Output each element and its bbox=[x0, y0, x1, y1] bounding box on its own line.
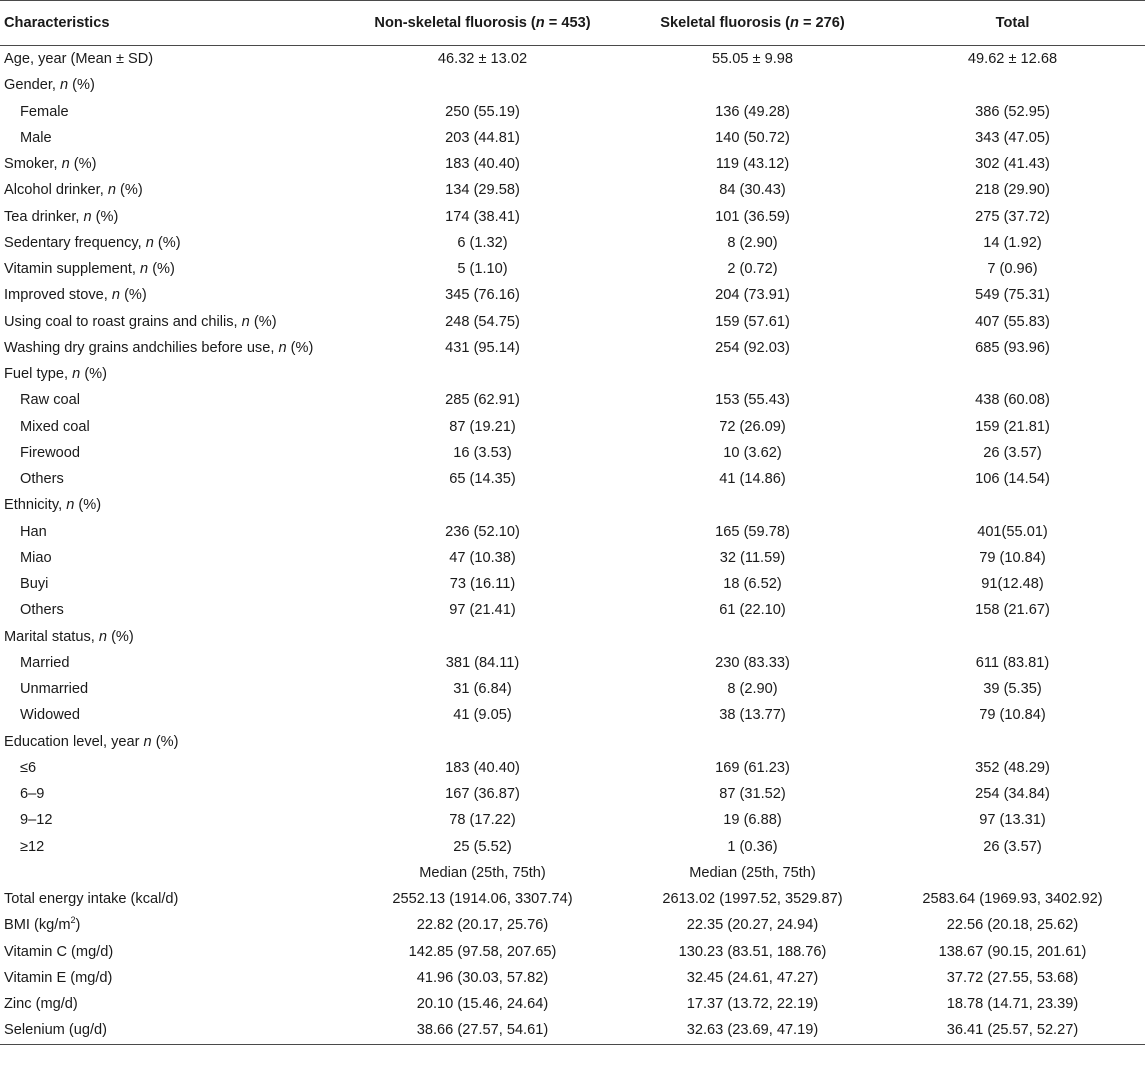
row-label: Raw coal bbox=[20, 392, 81, 409]
row-label: Tea drinker, n (%) bbox=[4, 208, 119, 225]
cell-skeletal: 230 (83.33) bbox=[715, 654, 790, 671]
table-row bbox=[0, 1017, 1145, 1044]
cell-non-skeletal: 20.10 (15.46, 24.64) bbox=[416, 996, 549, 1013]
row-label: Vitamin supplement, n (%) bbox=[4, 261, 175, 278]
table-row bbox=[0, 72, 1145, 98]
cell-skeletal: 72 (26.09) bbox=[719, 418, 786, 435]
table-row bbox=[0, 702, 1145, 728]
cell-non-skeletal bbox=[340, 72, 625, 98]
row-label: Vitamin E (mg/d) bbox=[4, 969, 113, 986]
row-label: Total energy intake (kcal/d) bbox=[4, 891, 179, 908]
cell-skeletal: 8 (2.90) bbox=[727, 681, 778, 698]
cell-skeletal: 87 (31.52) bbox=[719, 786, 786, 803]
cell-total: 275 (37.72) bbox=[975, 208, 1050, 225]
cell-skeletal: 165 (59.78) bbox=[715, 523, 790, 540]
cell-total: 91(12.48) bbox=[981, 576, 1044, 593]
cell-skeletal: 2613.02 (1997.52, 3529.87) bbox=[662, 891, 843, 908]
cell-total: 138.67 (90.15, 201.61) bbox=[938, 943, 1087, 960]
cell-total: 407 (55.83) bbox=[975, 313, 1050, 330]
cell-non-skeletal: 73 (16.11) bbox=[449, 576, 516, 593]
cell-non-skeletal: 5 (1.10) bbox=[457, 261, 508, 278]
header-total: Total bbox=[880, 1, 1145, 46]
row-label: Improved stove, n (%) bbox=[4, 287, 147, 304]
header-non-skeletal: Non-skeletal fluorosis (n = 453) bbox=[340, 1, 625, 46]
table-row bbox=[0, 151, 1145, 177]
row-label: Female bbox=[20, 103, 69, 120]
table-row bbox=[0, 991, 1145, 1017]
cell-skeletal: 55.05 ± 9.98 bbox=[711, 51, 794, 68]
cell-skeletal bbox=[625, 492, 880, 518]
cell-skeletal: 119 (43.12) bbox=[715, 156, 790, 173]
cell-total: 158 (21.67) bbox=[975, 602, 1050, 619]
cell-skeletal bbox=[625, 624, 880, 650]
cell-non-skeletal: 236 (52.10) bbox=[445, 523, 520, 540]
cell-skeletal: 140 (50.72) bbox=[715, 129, 790, 146]
cell-total: 39 (5.35) bbox=[983, 681, 1042, 698]
cell-non-skeletal: 174 (38.41) bbox=[445, 208, 520, 225]
cell-skeletal: 32 (11.59) bbox=[719, 549, 786, 566]
cell-total: 14 (1.92) bbox=[983, 234, 1042, 251]
cell-total bbox=[880, 729, 1145, 755]
row-label: 6–9 bbox=[20, 786, 45, 803]
cell-non-skeletal: 97 (21.41) bbox=[449, 602, 516, 619]
cell-non-skeletal bbox=[340, 361, 625, 387]
table-row bbox=[0, 466, 1145, 492]
table-row bbox=[0, 807, 1145, 833]
table-row bbox=[0, 309, 1145, 335]
cell-non-skeletal: 203 (44.81) bbox=[445, 129, 520, 146]
table-row bbox=[0, 204, 1145, 230]
cell-skeletal: 18 (6.52) bbox=[723, 576, 782, 593]
cell-skeletal: 19 (6.88) bbox=[723, 812, 782, 829]
row-label: ≤6 bbox=[20, 759, 37, 776]
cell-non-skeletal: 167 (36.87) bbox=[445, 786, 520, 803]
table-row bbox=[0, 624, 1145, 650]
cell-total: 18.78 (14.71, 23.39) bbox=[946, 996, 1079, 1013]
row-label: Vitamin C (mg/d) bbox=[4, 943, 114, 960]
cell-non-skeletal: 38.66 (27.57, 54.61) bbox=[340, 1017, 625, 1044]
cell-non-skeletal: 25 (5.52) bbox=[453, 838, 512, 855]
table-row bbox=[0, 939, 1145, 965]
row-label: BMI $(kg/m^2)$ bbox=[4, 915, 81, 934]
cell-total: 352 (48.29) bbox=[975, 759, 1050, 776]
row-label: Marital status, n (%) bbox=[4, 628, 134, 645]
cell-total: 343 (47.05) bbox=[975, 129, 1050, 146]
cell-non-skeletal: 87 (19.21) bbox=[449, 418, 516, 435]
cell-total: 37.72 (27.55, 53.68) bbox=[946, 969, 1079, 986]
row-label: Married bbox=[20, 654, 70, 671]
table-row bbox=[0, 414, 1145, 440]
table-row bbox=[0, 177, 1145, 203]
table-row bbox=[0, 361, 1145, 387]
table-row bbox=[0, 676, 1145, 702]
cell-skeletal: 22.35 (20.27, 24.94) bbox=[686, 917, 819, 934]
cell-total: 386 (52.95) bbox=[975, 103, 1050, 120]
cell-total: 611 (83.81) bbox=[975, 654, 1050, 671]
row-label: Ethnicity, n (%) bbox=[4, 497, 102, 514]
cell-skeletal: 204 (73.91) bbox=[715, 287, 790, 304]
row-label: Miao bbox=[20, 549, 52, 566]
row-label: Male bbox=[20, 129, 52, 146]
cell-non-skeletal: 134 (29.58) bbox=[445, 182, 520, 199]
row-label: Han bbox=[20, 523, 47, 540]
cell-non-skeletal: 41.96 (30.03, 57.82) bbox=[416, 969, 549, 986]
cell-skeletal: 1 (0.36) bbox=[727, 838, 778, 855]
header-row bbox=[0, 1, 1145, 46]
cell-total: 79 (10.84) bbox=[979, 549, 1046, 566]
table-row bbox=[0, 834, 1145, 860]
cell-non-skeletal: 248 (54.75) bbox=[445, 313, 520, 330]
cell-non-skeletal: 345 (76.16) bbox=[445, 287, 520, 304]
cell-non-skeletal: 285 (62.91) bbox=[445, 392, 520, 409]
cell-total: 26 (3.57) bbox=[983, 444, 1042, 461]
row-label: Washing dry grains andchilies before use, n (%) bbox=[4, 339, 314, 356]
cell-total: 438 (60.08) bbox=[975, 392, 1050, 409]
cell-total: 302 (41.43) bbox=[975, 156, 1050, 173]
cell-total: 159 (21.81) bbox=[975, 418, 1050, 435]
table-row bbox=[0, 597, 1145, 623]
cell-non-skeletal: Median (25th, 75th) bbox=[419, 864, 546, 881]
cell-skeletal: Median (25th, 75th) bbox=[689, 864, 816, 881]
row-label: ≥12 bbox=[20, 838, 45, 855]
cell-total: 254 (34.84) bbox=[975, 786, 1050, 803]
table-row bbox=[0, 492, 1145, 518]
cell-non-skeletal bbox=[340, 624, 625, 650]
row-label: Widowed bbox=[20, 707, 81, 724]
row-label: Gender, n (%) bbox=[4, 77, 95, 94]
row-label: Selenium (ug/d) bbox=[0, 1017, 340, 1044]
table-body bbox=[0, 46, 1145, 1045]
table-row bbox=[0, 335, 1145, 361]
cell-total bbox=[880, 361, 1145, 387]
cell-skeletal: 8 (2.90) bbox=[727, 234, 778, 251]
table-row bbox=[0, 755, 1145, 781]
cell-skeletal bbox=[625, 729, 880, 755]
cell-total: 7 (0.96) bbox=[987, 261, 1038, 278]
table-row bbox=[0, 46, 1145, 73]
cell-non-skeletal: 78 (17.22) bbox=[449, 812, 516, 829]
cell-skeletal: 61 (22.10) bbox=[719, 602, 786, 619]
cell-total: 401(55.01) bbox=[977, 523, 1048, 540]
cell-non-skeletal: 16 (3.53) bbox=[453, 444, 512, 461]
cell-total bbox=[880, 72, 1145, 98]
cell-non-skeletal: 46.32 ± 13.02 bbox=[437, 51, 528, 68]
cell-non-skeletal: 250 (55.19) bbox=[445, 103, 520, 120]
table-row bbox=[0, 282, 1145, 308]
cell-skeletal: 130.23 (83.51, 188.76) bbox=[678, 943, 827, 960]
cell-total: 26 (3.57) bbox=[983, 838, 1042, 855]
table-row bbox=[0, 545, 1145, 571]
cell-skeletal: 2 (0.72) bbox=[727, 261, 778, 278]
row-label: Sedentary frequency, n (%) bbox=[4, 234, 181, 251]
cell-non-skeletal: 183 (40.40) bbox=[445, 156, 520, 173]
cell-skeletal: 10 (3.62) bbox=[723, 444, 782, 461]
row-label: Education level, year n (%) bbox=[4, 733, 179, 750]
header-skeletal: Skeletal fluorosis (n = 276) bbox=[625, 1, 880, 46]
table-row bbox=[0, 650, 1145, 676]
cell-skeletal: 159 (57.61) bbox=[715, 313, 790, 330]
cell-non-skeletal: 65 (14.35) bbox=[449, 471, 516, 488]
cell-skeletal: 38 (13.77) bbox=[719, 707, 786, 724]
row-label: Fuel type, n (%) bbox=[4, 366, 108, 383]
row-label: Mixed coal bbox=[20, 418, 90, 435]
row-label: Using coal to roast grains and chilis, n (%) bbox=[4, 313, 277, 330]
cell-total: 36.41 (25.57, 52.27) bbox=[880, 1017, 1145, 1044]
cell-total: 2583.64 (1969.93, 3402.92) bbox=[922, 891, 1103, 908]
row-label: Others bbox=[20, 602, 64, 619]
table-row bbox=[0, 125, 1145, 151]
row-label: Smoker, n (%) bbox=[4, 156, 97, 173]
cell-total: 218 (29.90) bbox=[975, 182, 1050, 199]
cell-total: 549 (75.31) bbox=[975, 287, 1050, 304]
table-row bbox=[0, 230, 1145, 256]
cell-skeletal: 41 (14.86) bbox=[719, 471, 786, 488]
table-row bbox=[0, 440, 1145, 466]
row-label: Others bbox=[20, 471, 64, 488]
row-label: Firewood bbox=[20, 444, 81, 461]
table-row bbox=[0, 256, 1145, 282]
table-row bbox=[0, 886, 1145, 912]
table-row bbox=[0, 99, 1145, 125]
row-label: Alcohol drinker, n (%) bbox=[4, 182, 143, 199]
cell-total bbox=[880, 624, 1145, 650]
cell-skeletal: 32.45 (24.61, 47.27) bbox=[686, 969, 819, 986]
cell-total bbox=[880, 860, 1145, 886]
cell-non-skeletal: 381 (84.11) bbox=[445, 654, 520, 671]
cell-non-skeletal: 31 (6.84) bbox=[453, 681, 512, 698]
row-label: Age, year (Mean ± SD) bbox=[4, 51, 154, 68]
row-label bbox=[0, 860, 340, 886]
cell-skeletal: 169 (61.23) bbox=[715, 759, 790, 776]
table-row bbox=[0, 781, 1145, 807]
table-row bbox=[0, 860, 1145, 886]
cell-non-skeletal: 2552.13 (1914.06, 3307.74) bbox=[392, 891, 573, 908]
cell-non-skeletal: 183 (40.40) bbox=[445, 759, 520, 776]
cell-non-skeletal: 142.85 (97.58, 207.65) bbox=[408, 943, 557, 960]
row-label: Buyi bbox=[20, 576, 49, 593]
cell-total: 685 (93.96) bbox=[975, 339, 1050, 356]
header-characteristics: Characteristics bbox=[0, 1, 340, 46]
table-row bbox=[0, 912, 1145, 938]
cell-total: 22.56 (20.18, 25.62) bbox=[946, 917, 1079, 934]
cell-total: 49.62 ± 12.68 bbox=[967, 51, 1058, 68]
table-row bbox=[0, 519, 1145, 545]
cell-non-skeletal: 47 (10.38) bbox=[449, 549, 516, 566]
table-row bbox=[0, 965, 1145, 991]
row-label: Unmarried bbox=[20, 681, 89, 698]
cell-total: 106 (14.54) bbox=[975, 471, 1050, 488]
cell-skeletal bbox=[625, 361, 880, 387]
table-row bbox=[0, 571, 1145, 597]
cell-non-skeletal: 6 (1.32) bbox=[457, 234, 508, 251]
cell-total: 97 (13.31) bbox=[979, 812, 1046, 829]
row-label: Zinc (mg/d) bbox=[4, 996, 78, 1013]
table-row bbox=[0, 729, 1145, 755]
cell-skeletal: 153 (55.43) bbox=[715, 392, 790, 409]
cell-skeletal: 254 (92.03) bbox=[715, 339, 790, 356]
cell-skeletal: 84 (30.43) bbox=[719, 182, 786, 199]
cell-total: 79 (10.84) bbox=[979, 707, 1046, 724]
cell-non-skeletal: 431 (95.14) bbox=[445, 339, 520, 356]
cell-non-skeletal: 41 (9.05) bbox=[453, 707, 512, 724]
cell-non-skeletal bbox=[340, 729, 625, 755]
cell-skeletal: 32.63 (23.69, 47.19) bbox=[625, 1017, 880, 1044]
cell-skeletal: 136 (49.28) bbox=[715, 103, 790, 120]
cell-skeletal bbox=[625, 72, 880, 98]
cell-skeletal: 17.37 (13.72, 22.19) bbox=[686, 996, 819, 1013]
cell-non-skeletal bbox=[340, 492, 625, 518]
cell-total bbox=[880, 492, 1145, 518]
cell-non-skeletal: 22.82 (20.17, 25.76) bbox=[416, 917, 549, 934]
table-row bbox=[0, 387, 1145, 413]
row-label: 9–12 bbox=[20, 812, 53, 829]
cell-skeletal: 101 (36.59) bbox=[715, 208, 790, 225]
table-header bbox=[0, 1, 1145, 46]
